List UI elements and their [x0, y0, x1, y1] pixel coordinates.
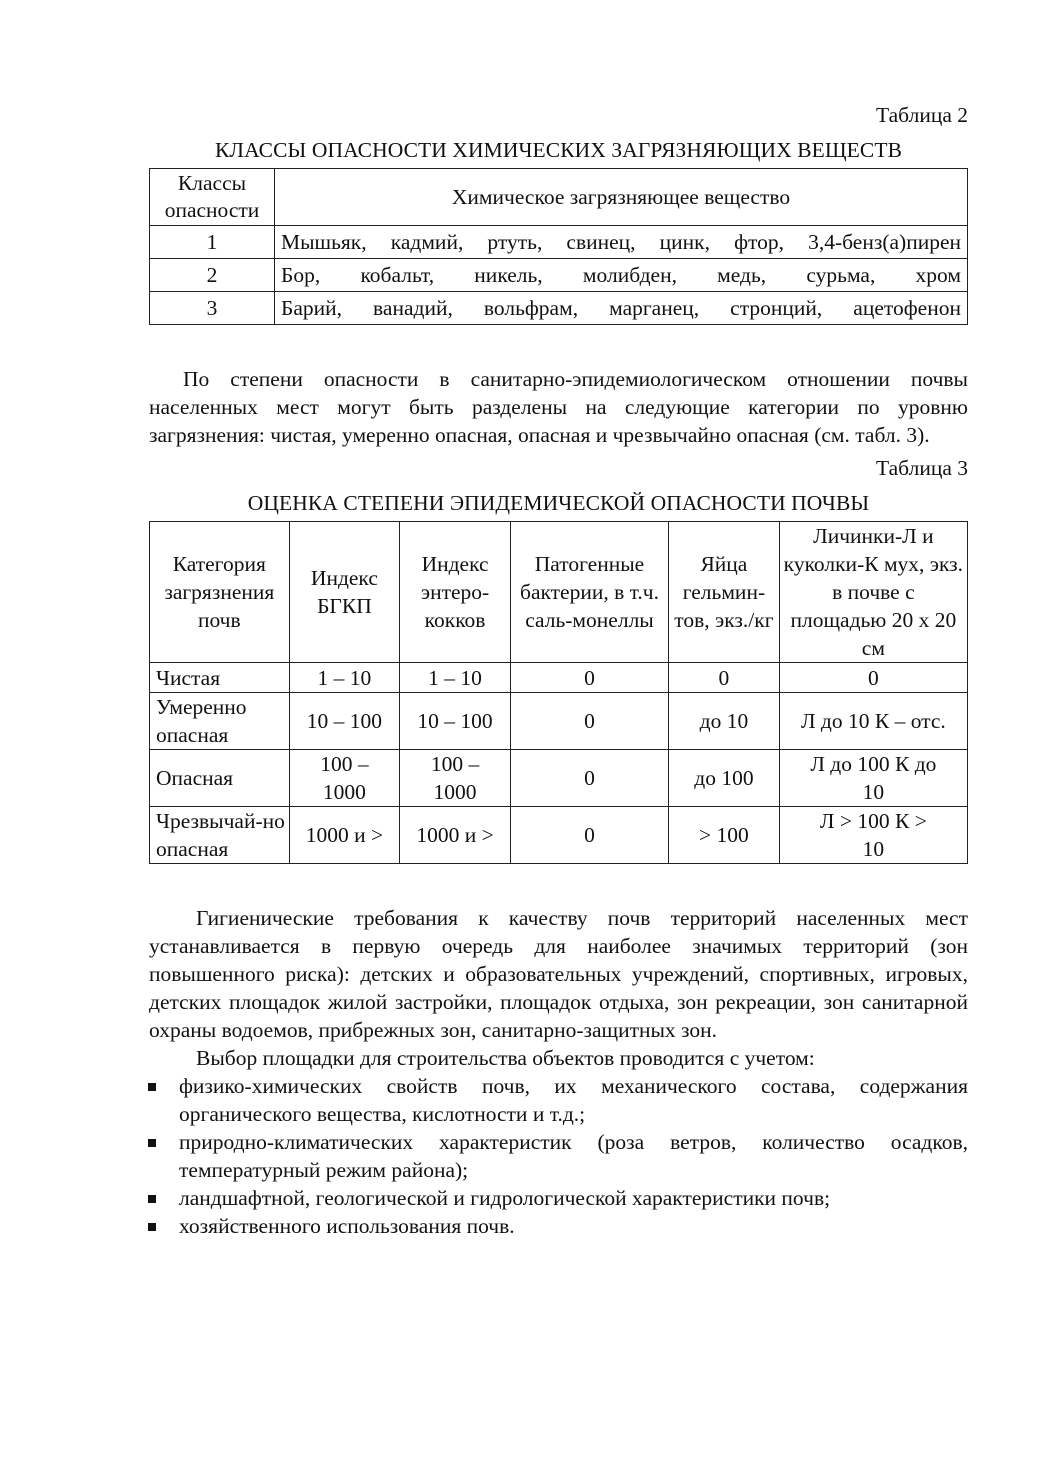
square-bullet-icon [148, 1139, 156, 1147]
table-row [150, 292, 968, 325]
table-cell: 0 [510, 807, 668, 864]
column-header: Личинки-Л и куколки-К мух, экз. в почве с площадью 20 х 20 см [779, 522, 967, 663]
list-item: физико-химических свойств почв, их механического состава, содержания органического вещества, кислотности и т.д.; [149, 1072, 968, 1128]
table-cell: 10 – 100 [289, 693, 400, 750]
table-cell: Бор, кобальт, никель, молибден, медь, сурьма, хром [275, 259, 968, 292]
table-cell: до 10 [669, 693, 780, 750]
table-row [150, 750, 968, 807]
table-cell: Л до 100 К до 10 [779, 750, 967, 807]
square-bullet-icon [148, 1223, 156, 1231]
table-cell: Чистая [150, 663, 290, 693]
square-bullet-icon [148, 1195, 156, 1203]
table-cell: 100 – 1000 [400, 750, 511, 807]
table3-title: ОЦЕНКА СТЕПЕНИ ЭПИДЕМИЧЕСКОЙ ОПАСНОСТИ ПОЧВЫ [247, 491, 870, 515]
paragraph: Гигиенические требования к качеству почв территорий населенных мест устанавливается в первую очередь для наиболее значимых территорий (зон повышенного риска): детских и образовательных учреждений, спортивных, игровых, детских площадок жилой застройки, площадок отдыха, зон рекреации, зон санитарной охраны водоемов, прибрежных зон, санитарно-защитных зон. [149, 906, 968, 1042]
soil-hazard-table [149, 521, 968, 864]
paragraph: По степени опасности в санитарно-эпидемиологическом отношении почвы населенных мест могут быть разделены на следующие категории по уровню загрязнения: чистая, умеренно опасная, опасная и чрезвычайно опасная (см. табл. 3). [149, 367, 968, 447]
table-cell: Л > 100 К > 10 [779, 807, 967, 864]
table-row [150, 693, 968, 750]
table-row [150, 807, 968, 864]
table-cell: 1 – 10 [289, 663, 400, 693]
table-cell: > 100 [669, 807, 780, 864]
table-cell: Чрезвычай-но опасная [150, 807, 290, 864]
table-cell: 0 [510, 693, 668, 750]
column-header: Яйца гельмин-тов, экз./кг [669, 522, 780, 663]
table-cell: 0 [510, 663, 668, 693]
table-cell: 10 – 100 [400, 693, 511, 750]
table-cell: 0 [510, 750, 668, 807]
column-header: Химическое загрязняющее вещество [275, 169, 968, 226]
column-header: Индекс энтеро-кокков [400, 522, 511, 663]
column-header: Категория загрязнения почв [150, 522, 290, 663]
table3-caption: Таблица 3 [876, 456, 968, 480]
table-cell: 2 [150, 259, 275, 292]
list-item: природно-климатических характеристик (роза ветров, количество осадков, температурный режим района); [149, 1128, 968, 1184]
table-row [150, 663, 968, 693]
table-cell: 1000 и > [400, 807, 511, 864]
column-header: Индекс БГКП [289, 522, 400, 663]
bullet-list [149, 1072, 968, 1240]
table-cell: 1000 и > [289, 807, 400, 864]
table-cell: Л до 10 К – отс. [779, 693, 967, 750]
table2-caption: Таблица 2 [876, 103, 968, 127]
table-row [150, 226, 968, 259]
list-item: хозяйственного использования почв. [149, 1212, 968, 1240]
column-header: Патогенные бактерии, в т.ч. саль-монеллы [510, 522, 668, 663]
table-cell: 1 [150, 226, 275, 259]
table-cell: до 100 [669, 750, 780, 807]
hazard-classes-table [149, 168, 968, 325]
table2-title: КЛАССЫ ОПАСНОСТИ ХИМИЧЕСКИХ ЗАГРЯЗНЯЮЩИХ ВЕЩЕСТВ [214, 138, 903, 162]
list-item: ландшафтной, геологической и гидрологической характеристики почв; [149, 1184, 968, 1212]
paragraph: Выбор площадки для строительства объектов проводится с учетом: [196, 1046, 815, 1070]
table-cell: 0 [669, 663, 780, 693]
table-cell: 3 [150, 292, 275, 325]
table-row [150, 259, 968, 292]
table-cell: Мышьяк, кадмий, ртуть, свинец, цинк, фтор, 3,4-бенз(а)пирен [275, 226, 968, 259]
table-header-row [150, 169, 968, 226]
table-cell: 0 [779, 663, 967, 693]
table-cell: Опасная [150, 750, 290, 807]
document-page [149, 98, 968, 1240]
table-cell: 1 – 10 [400, 663, 511, 693]
table-cell: 100 – 1000 [289, 750, 400, 807]
column-header: Классы опасности [150, 169, 275, 226]
table-cell: Умеренно опасная [150, 693, 290, 750]
table-cell: Барий, ванадий, вольфрам, марганец, стронций, ацетофенон [275, 292, 968, 325]
table-header-row [150, 522, 968, 663]
square-bullet-icon [148, 1083, 156, 1091]
